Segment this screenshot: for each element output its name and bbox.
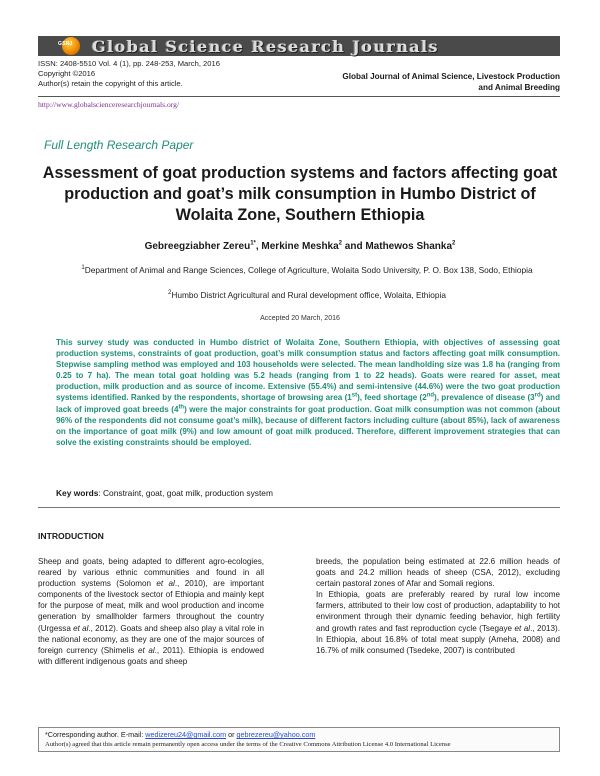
abstract-sup: nd bbox=[426, 392, 435, 399]
email-link-1[interactable]: wedizereu24@gmail.com bbox=[145, 730, 227, 739]
paragraph-text: In Ethiopia, goats are preferably reared by rural low income farmers, attributed to their low cost of production, adaptability to hot environment through their dynamic feeding behavior, high fertility and growth rates and fast reproduction cycle (Tsegaye bbox=[316, 590, 560, 633]
author-3-affiliation: 2 bbox=[452, 240, 456, 247]
paragraph-text: Sheep and goats, being adapted to different agro-ecologies, reared by various ethnic communities and found in all production systems (Solomon bbox=[38, 557, 264, 589]
rights-line: Author(s) retain the copyright of this article. bbox=[38, 79, 183, 89]
abstract-text: ), prevalence of disease (3 bbox=[434, 393, 535, 403]
affiliation-2 bbox=[54, 290, 560, 301]
paragraph-text: ., 2013). In Ethiopia, about 16.8% of total meat supply (Ameha, 2008) and 16.7% of milk consumed (Tsedeke, 2007) is contributed bbox=[316, 623, 560, 655]
keywords-label: Key words bbox=[56, 488, 99, 498]
paragraph bbox=[316, 589, 560, 656]
affiliation-1-text: Department of Animal and Range Sciences, College of Agriculture, Wolaita Sodo University, P. O. Box 138, Sodo, Ethiopia bbox=[84, 265, 533, 275]
author-1-affiliation: 1* bbox=[250, 240, 256, 247]
abstract-sup: st bbox=[351, 392, 358, 399]
author-2-affiliation: 2 bbox=[338, 240, 343, 247]
journal-name bbox=[300, 71, 560, 93]
article-type: Full Length Research Paper bbox=[44, 138, 194, 152]
section-heading-introduction: INTRODUCTION bbox=[38, 531, 104, 541]
affiliation-2-number: 2 bbox=[168, 290, 172, 297]
abstract-sup: th bbox=[178, 403, 185, 410]
banner-title: Global Science Research Journals bbox=[92, 36, 439, 56]
author-2: , Merkine Meshka bbox=[255, 241, 339, 252]
abstract-text: This survey study was conducted in Humbo district of Wolaita Zone, Southern Ethiopia, with objectives of assessing goat production systems, constraints of goat production, goat’s milk consumption status and factors affecting goat milk consumption. Stepwise sampling method was employed and 103 households were selected. The mean landholding size was 1.8 ha (ranging from 0.25 to 7 ha). The mean total goat holding was 5.2 heads (ranging from 1 to 22 heads). Goats were reared for asset, meat production, milk production and as source of income. Extensive (55.4%) and semi-intensive (44.6%) were the two goat production systems identified. Ranked by the respondents, shortage of browsing area (1 bbox=[56, 338, 560, 403]
author-3: and Mathewos Shanka bbox=[342, 241, 453, 252]
email-separator: or bbox=[226, 730, 237, 739]
paragraph bbox=[38, 556, 264, 667]
journal-name-line2: and Animal Breeding bbox=[478, 83, 560, 92]
paragraph-text: ., 2011). Ethiopia is endowed with different indigenous goats and sheep bbox=[38, 645, 264, 666]
paragraph-italic: et al bbox=[156, 579, 175, 589]
license-statement: Author(s) agreed that this article remain permanently open access under the terms of the Creative Commons Attribution License 4.0 International License bbox=[45, 740, 451, 748]
affiliation-1 bbox=[54, 265, 560, 276]
journal-url-link[interactable]: http://www.globalscienceresearchjournals.org/ bbox=[38, 100, 180, 109]
abstract-text: ), feed shortage (2 bbox=[357, 393, 427, 403]
logo-text: GSRJ bbox=[58, 41, 73, 47]
footnote-box bbox=[38, 727, 560, 752]
paragraph: breeds, the population being estimated at 22.6 million heads of goats and 24.2 million heads of sheep (CSA, 2012), excluding certain pastoral zones of Afar and Somali regions. bbox=[316, 557, 560, 589]
abstract-text: ) and lack of improved goat breeds (4 bbox=[56, 393, 560, 414]
paper-title: Assessment of goat production systems and factors affecting goat production and goat’s milk consumption in Humbo District of Wolaita Zone, Southern Ethiopia bbox=[42, 164, 558, 224]
body-column-right bbox=[316, 556, 560, 656]
header-rule bbox=[38, 96, 560, 97]
affiliation-1-number: 1 bbox=[81, 265, 85, 272]
email-link-2[interactable]: gebrezereu@yahoo.com bbox=[236, 730, 316, 739]
abstract-text: ) were the major constraints for goat production. Goat milk consumption was not common (about 96% of the respondents did not consume goat’s milk), because of different factors including culture (about 85%), lack of awareness on the importance of goat milk (9%) and low amount of goat milk produced. Therefore, different improvement strategies that can solve the existing constraints should be employed. bbox=[56, 404, 561, 447]
paragraph-italic: et al bbox=[73, 623, 89, 633]
paragraph-italic: et al bbox=[137, 645, 155, 655]
author-list bbox=[40, 241, 560, 252]
body-column-left bbox=[38, 556, 264, 667]
corresponding-author-label: *Corresponding author. E-mail: bbox=[45, 730, 146, 739]
journal-name-line1: Global Journal of Animal Science, Livestock Production bbox=[342, 72, 560, 81]
accepted-date: Accepted 20 March, 2016 bbox=[260, 315, 340, 322]
abstract-sup: rd bbox=[534, 392, 541, 399]
paragraph-text: ., 2010), are important components of the livestock sector of Ethiopia and mainly kept for the purpose of meat, milk and wool production and income generation by smallholder farmers throughout the country (Urgessa bbox=[38, 579, 264, 633]
abstract bbox=[56, 337, 560, 448]
copyright-line: Copyright ©2016 bbox=[38, 69, 96, 79]
corresponding-author bbox=[45, 730, 553, 740]
publication-meta bbox=[38, 59, 220, 90]
publisher-logo bbox=[38, 36, 78, 56]
keywords bbox=[56, 488, 560, 498]
affiliation-2-text: Humbo District Agricultural and Rural development office, Wolaita, Ethiopia bbox=[171, 290, 446, 300]
abstract-rule bbox=[38, 507, 560, 508]
issn-line: ISSN: 2408-5510 Vol. 4 (1), pp. 248-253, March, 2016 bbox=[38, 59, 220, 68]
journal-banner bbox=[38, 36, 560, 56]
paragraph-italic: et al bbox=[514, 623, 531, 633]
keywords-text: : Constraint, goat, goat milk, production system bbox=[98, 488, 273, 498]
paragraph-text: ., 2012). Goats and sheep also play a vital role in the national economy, as they are one of the major sources of foreign currency (Shimelis bbox=[38, 623, 264, 655]
author-1: Gebreegziabher Zereu bbox=[144, 241, 251, 252]
